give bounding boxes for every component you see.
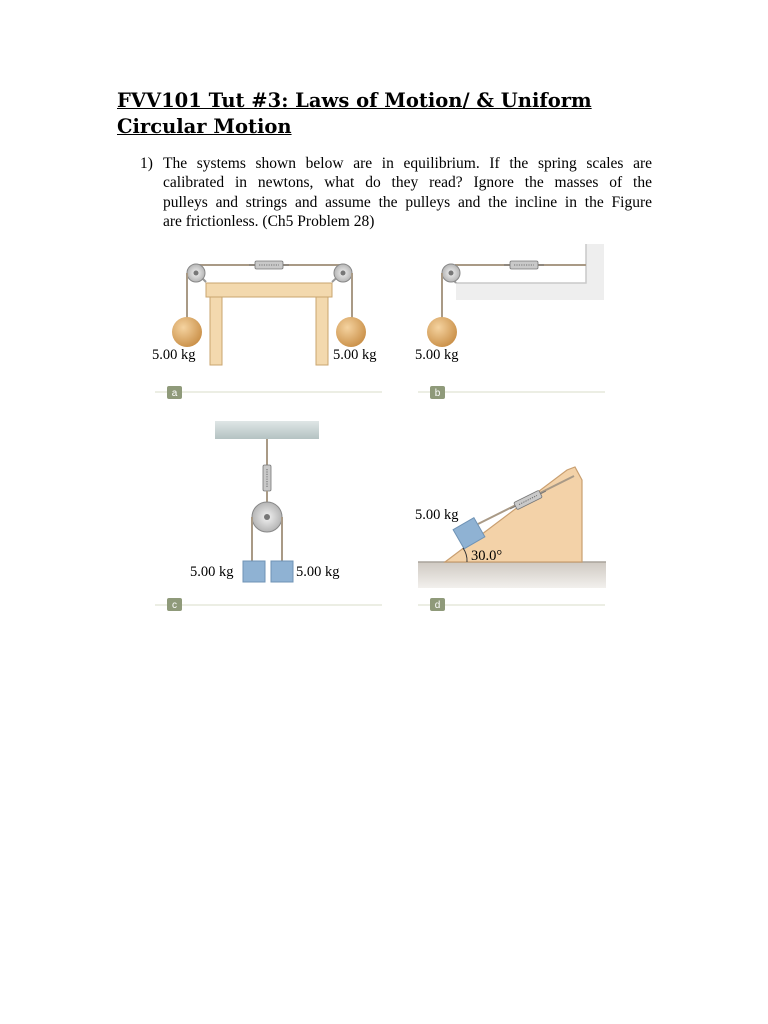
mass-label: 5.00 kg xyxy=(296,564,340,580)
spring-scale-icon xyxy=(263,465,271,491)
panel-b xyxy=(415,244,605,399)
question-number: 1) xyxy=(140,155,153,172)
question-line: The systems shown below are in equilibrium. If the spring scales are xyxy=(163,155,652,172)
mass-block-right xyxy=(271,561,293,582)
mass-block-left xyxy=(243,561,265,582)
mass-label: 5.00 kg xyxy=(415,507,459,523)
mass-ball-left xyxy=(172,317,202,347)
panel-tag-letter: d xyxy=(434,600,441,611)
mass-ball-right xyxy=(336,317,366,347)
question-line: are frictionless. (Ch5 Problem 28) xyxy=(163,213,375,231)
table-leg-left xyxy=(210,297,222,365)
title-line-2: Circular Motion xyxy=(117,115,292,138)
panel-d xyxy=(415,467,606,611)
ceiling xyxy=(215,421,319,439)
angle-label: 30.0° xyxy=(471,548,503,564)
table-top xyxy=(206,283,332,297)
wall xyxy=(456,244,604,300)
floor xyxy=(418,562,606,588)
table-leg-right xyxy=(316,297,328,365)
panel-tag-letter: c xyxy=(172,600,177,611)
mass-label: 5.00 kg xyxy=(415,347,459,363)
panel-a xyxy=(152,261,382,399)
spring-scale-icon xyxy=(504,261,544,269)
spring-scale-icon xyxy=(249,261,289,269)
mass-ball xyxy=(427,317,457,347)
title-line-1: FVV101 Tut #3: Laws of Motion/ & Uniform xyxy=(117,89,592,112)
mass-label: 5.00 kg xyxy=(333,347,377,363)
mass-label: 5.00 kg xyxy=(152,347,196,363)
panel-c xyxy=(155,421,382,611)
mass-label: 5.00 kg xyxy=(190,564,234,580)
question-line: pulleys and strings and assume the pulleys and the incline in the Figure xyxy=(163,193,652,211)
panel-tag-letter: b xyxy=(434,388,441,399)
question-line: calibrated in newtons, what do they read? Ignore the masses of the xyxy=(163,174,652,192)
panel-tag-letter: a xyxy=(171,388,178,399)
